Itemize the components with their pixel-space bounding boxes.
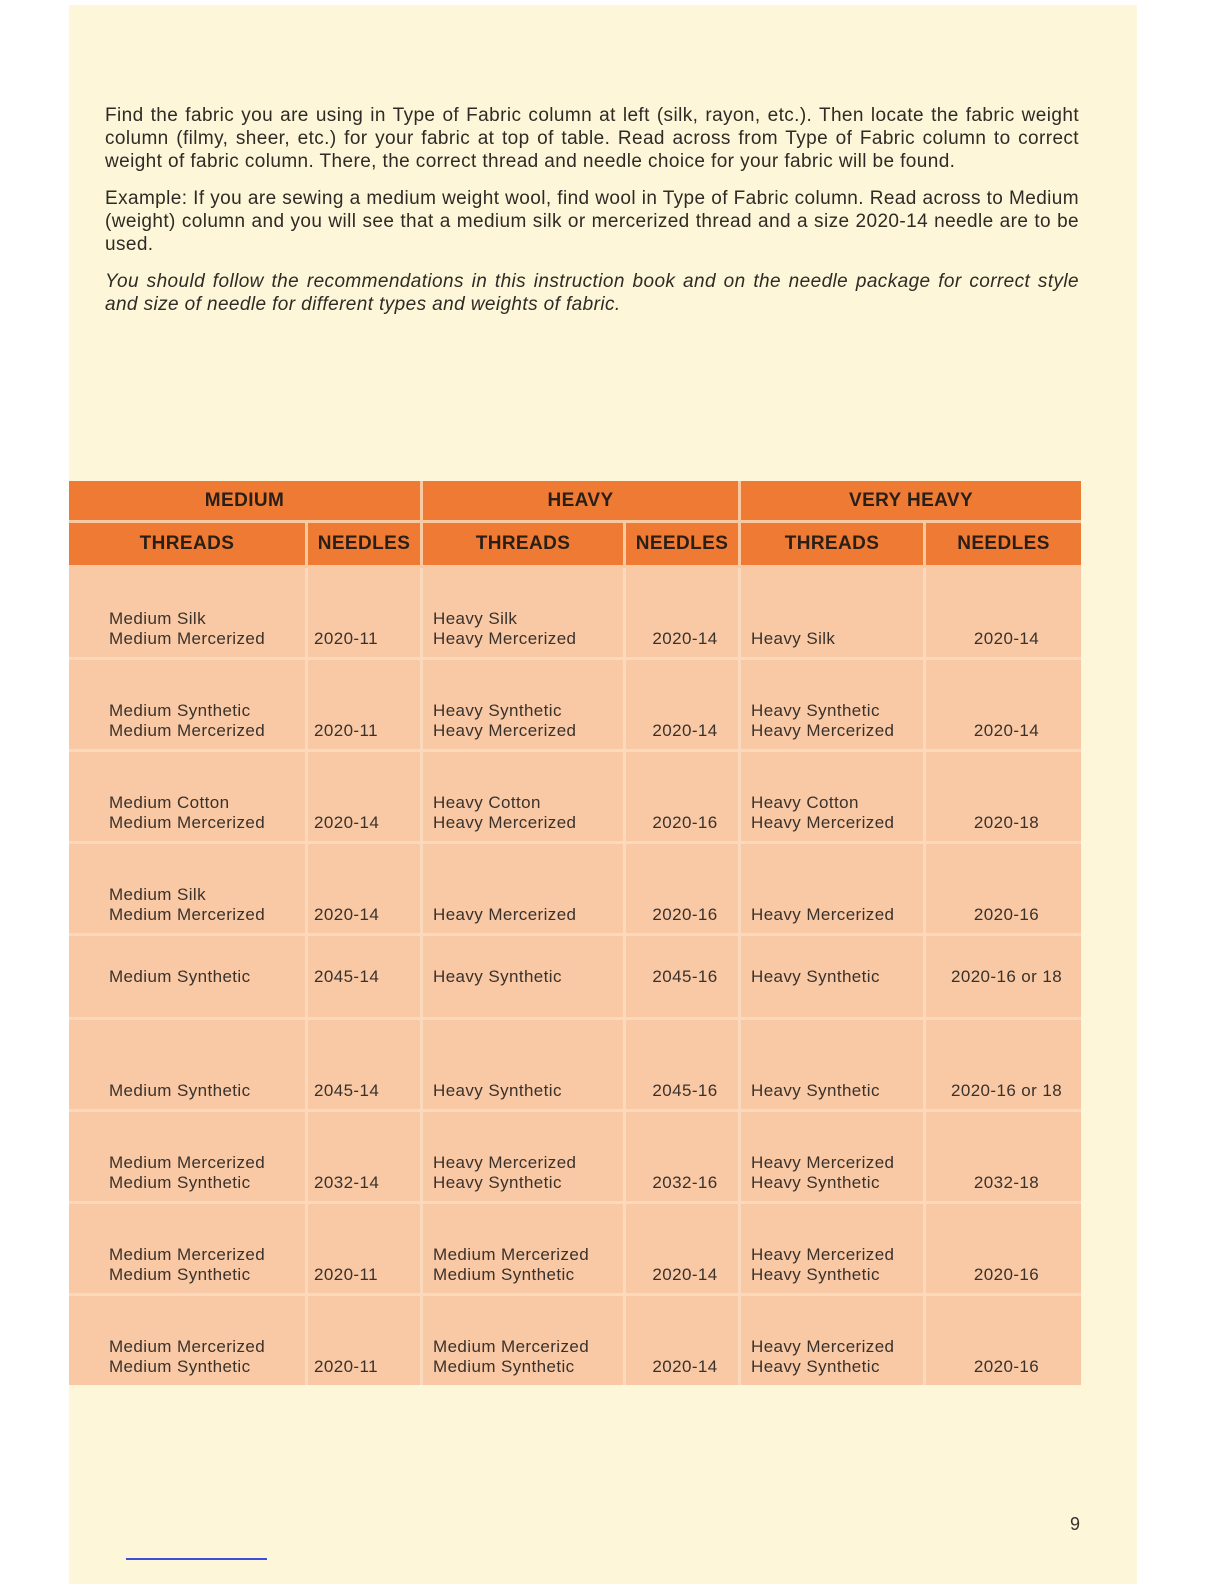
thread-name: Heavy Synthetic: [433, 1173, 562, 1192]
medium-threads-cell: [69, 936, 308, 1020]
heavy-threads-cell: [423, 1112, 626, 1204]
heavy-threads-cell: [423, 660, 626, 752]
very-heavy-needle-size: 2020-16 or 18: [926, 1020, 1081, 1112]
very-heavy-needle-size: 2032-18: [926, 1112, 1081, 1204]
thread-name: Medium Mercerized: [109, 721, 266, 740]
very-heavy-threads-cell: [741, 844, 926, 936]
medium-threads-cell: [69, 568, 308, 660]
thread-name: Medium Synthetic: [433, 1265, 575, 1284]
column-header-threads: THREADS: [69, 523, 308, 568]
medium-threads-cell: [69, 752, 308, 844]
thread-name: Medium Synthetic: [109, 1265, 251, 1284]
thread-name: Medium Mercerized: [109, 1337, 266, 1356]
intro-text: [105, 104, 1079, 330]
heavy-needle-size: 2045-16: [626, 936, 741, 1020]
table-row: [69, 1204, 1081, 1296]
thread-name: Heavy Mercerized: [433, 1153, 577, 1172]
heavy-needle-size: 2032-16: [626, 1112, 741, 1204]
very-heavy-needle-size: 2020-16: [926, 1204, 1081, 1296]
thread-name: Heavy Silk: [433, 609, 518, 628]
thread-name: Heavy Mercerized: [751, 1153, 895, 1172]
thread-name: Heavy Mercerized: [751, 905, 895, 924]
medium-needle-size: 2020-11: [308, 568, 423, 660]
link-underline: [126, 1558, 267, 1560]
thread-name: Heavy Cotton: [433, 793, 541, 812]
heavy-needle-size: 2020-14: [626, 660, 741, 752]
very-heavy-needle-size: 2020-16 or 18: [926, 936, 1081, 1020]
thread-name: Heavy Synthetic: [751, 1265, 880, 1284]
medium-threads-cell: [69, 1112, 308, 1204]
very-heavy-needle-size: 2020-18: [926, 752, 1081, 844]
group-header-medium: MEDIUM: [69, 481, 423, 523]
thread-name: Medium Silk: [109, 885, 206, 904]
thread-name: Heavy Synthetic: [433, 701, 562, 720]
thread-name: Medium Cotton: [109, 793, 230, 812]
very-heavy-threads-cell: [741, 1020, 926, 1112]
very-heavy-needle-size: 2020-16: [926, 1296, 1081, 1385]
heavy-threads-cell: [423, 844, 626, 936]
heavy-threads-cell: [423, 1020, 626, 1112]
thread-name: Heavy Synthetic: [751, 1357, 880, 1376]
group-header-very-heavy: VERY HEAVY: [741, 481, 1081, 523]
very-heavy-threads-cell: [741, 1296, 926, 1385]
column-header-needles: NEEDLES: [926, 523, 1081, 568]
heavy-threads-cell: [423, 568, 626, 660]
heavy-threads-cell: [423, 1296, 626, 1385]
table-row: [69, 660, 1081, 752]
heavy-threads-cell: [423, 1204, 626, 1296]
thread-name: Heavy Mercerized: [433, 813, 577, 832]
column-header-needles: NEEDLES: [626, 523, 741, 568]
thread-name: Medium Mercerized: [109, 1245, 266, 1264]
table-row: [69, 1112, 1081, 1204]
medium-threads-cell: [69, 1296, 308, 1385]
thread-name: Medium Synthetic: [109, 1173, 251, 1192]
medium-needle-size: 2045-14: [308, 1020, 423, 1112]
very-heavy-needle-size: 2020-14: [926, 660, 1081, 752]
heavy-needle-size: 2020-16: [626, 844, 741, 936]
thread-name: Heavy Mercerized: [751, 1245, 895, 1264]
thread-name: Heavy Mercerized: [433, 721, 577, 740]
intro-paragraph: Find the fabric you are using in Type of Fabric column at left (silk, rayon, etc.). Then locate the fabric weight column (filmy, sheer, etc.) for your fabric at top of table. Read across from Type of Fabric column to correct weight of fabric column. There, the correct thread and needle choice for your fabric will be found.: [105, 105, 1079, 172]
table-row: [69, 844, 1081, 936]
table-body: [69, 568, 1081, 1385]
thread-name: Heavy Mercerized: [751, 721, 895, 740]
medium-threads-cell: [69, 660, 308, 752]
thread-name: Medium Silk: [109, 609, 206, 628]
thread-name: Medium Synthetic: [109, 701, 251, 720]
thread-name: Heavy Synthetic: [433, 966, 562, 986]
thread-name: Heavy Synthetic: [751, 701, 880, 720]
very-heavy-threads-cell: [741, 1112, 926, 1204]
thread-name: Medium Mercerized: [109, 813, 266, 832]
thread-name: Medium Mercerized: [433, 1337, 590, 1356]
thread-name: Medium Mercerized: [109, 905, 266, 924]
medium-needle-size: 2020-11: [308, 660, 423, 752]
very-heavy-threads-cell: [741, 936, 926, 1020]
table-row: [69, 568, 1081, 660]
very-heavy-threads-cell: [741, 568, 926, 660]
thread-name: Medium Synthetic: [109, 966, 251, 986]
thread-name: Heavy Mercerized: [751, 1337, 895, 1356]
medium-needle-size: 2020-11: [308, 1296, 423, 1385]
needle-note-paragraph: You should follow the recommendations in this instruction book and on the needle package for correct style and size of needle for different types and weights of fabric.: [105, 271, 1079, 315]
table-row: [69, 1296, 1081, 1385]
thread-name: Heavy Synthetic: [751, 1173, 880, 1192]
example-paragraph: Example: If you are sewing a medium weight wool, find wool in Type of Fabric column. Read across to Medium (weight) column and you will see that a medium silk or mercerized thread and a size 2020-14 needle are to be used.: [105, 188, 1079, 255]
heavy-needle-size: 2020-16: [626, 752, 741, 844]
thread-name: Heavy Synthetic: [751, 1081, 880, 1100]
thread-name: Medium Mercerized: [109, 629, 266, 648]
heavy-needle-size: 2020-14: [626, 1296, 741, 1385]
medium-needle-size: 2020-14: [308, 752, 423, 844]
medium-threads-cell: [69, 1204, 308, 1296]
column-header-threads: THREADS: [741, 523, 926, 568]
heavy-threads-cell: [423, 936, 626, 1020]
thread-name: Heavy Mercerized: [433, 629, 577, 648]
thread-needle-table: [69, 481, 1081, 1385]
very-heavy-needle-size: 2020-16: [926, 844, 1081, 936]
thread-name: Heavy Synthetic: [433, 1081, 562, 1100]
column-header-threads: THREADS: [423, 523, 626, 568]
table-row: [69, 1020, 1081, 1112]
thread-name: Medium Mercerized: [433, 1245, 590, 1264]
thread-name: Medium Mercerized: [109, 1153, 266, 1172]
medium-needle-size: 2045-14: [308, 936, 423, 1020]
thread-name: Heavy Synthetic: [751, 966, 880, 986]
heavy-needle-size: 2045-16: [626, 1020, 741, 1112]
very-heavy-threads-cell: [741, 660, 926, 752]
medium-needle-size: 2020-11: [308, 1204, 423, 1296]
thread-name: Heavy Cotton: [751, 793, 859, 812]
medium-threads-cell: [69, 1020, 308, 1112]
table-row: [69, 752, 1081, 844]
medium-needle-size: 2032-14: [308, 1112, 423, 1204]
thread-name: Heavy Mercerized: [433, 905, 577, 924]
heavy-needle-size: 2020-14: [626, 568, 741, 660]
thread-name: Medium Synthetic: [433, 1357, 575, 1376]
thread-name: Medium Synthetic: [109, 1357, 251, 1376]
thread-name: Heavy Mercerized: [751, 813, 895, 832]
very-heavy-needle-size: 2020-14: [926, 568, 1081, 660]
very-heavy-threads-cell: [741, 752, 926, 844]
page-number: 9: [1070, 1514, 1081, 1534]
thread-name: Medium Synthetic: [109, 1081, 251, 1100]
thread-name: Heavy Silk: [751, 629, 836, 648]
heavy-needle-size: 2020-14: [626, 1204, 741, 1296]
medium-needle-size: 2020-14: [308, 844, 423, 936]
table-row: [69, 936, 1081, 1020]
heavy-threads-cell: [423, 752, 626, 844]
group-header-heavy: HEAVY: [423, 481, 741, 523]
very-heavy-threads-cell: [741, 1204, 926, 1296]
column-header-needles: NEEDLES: [308, 523, 423, 568]
medium-threads-cell: [69, 844, 308, 936]
